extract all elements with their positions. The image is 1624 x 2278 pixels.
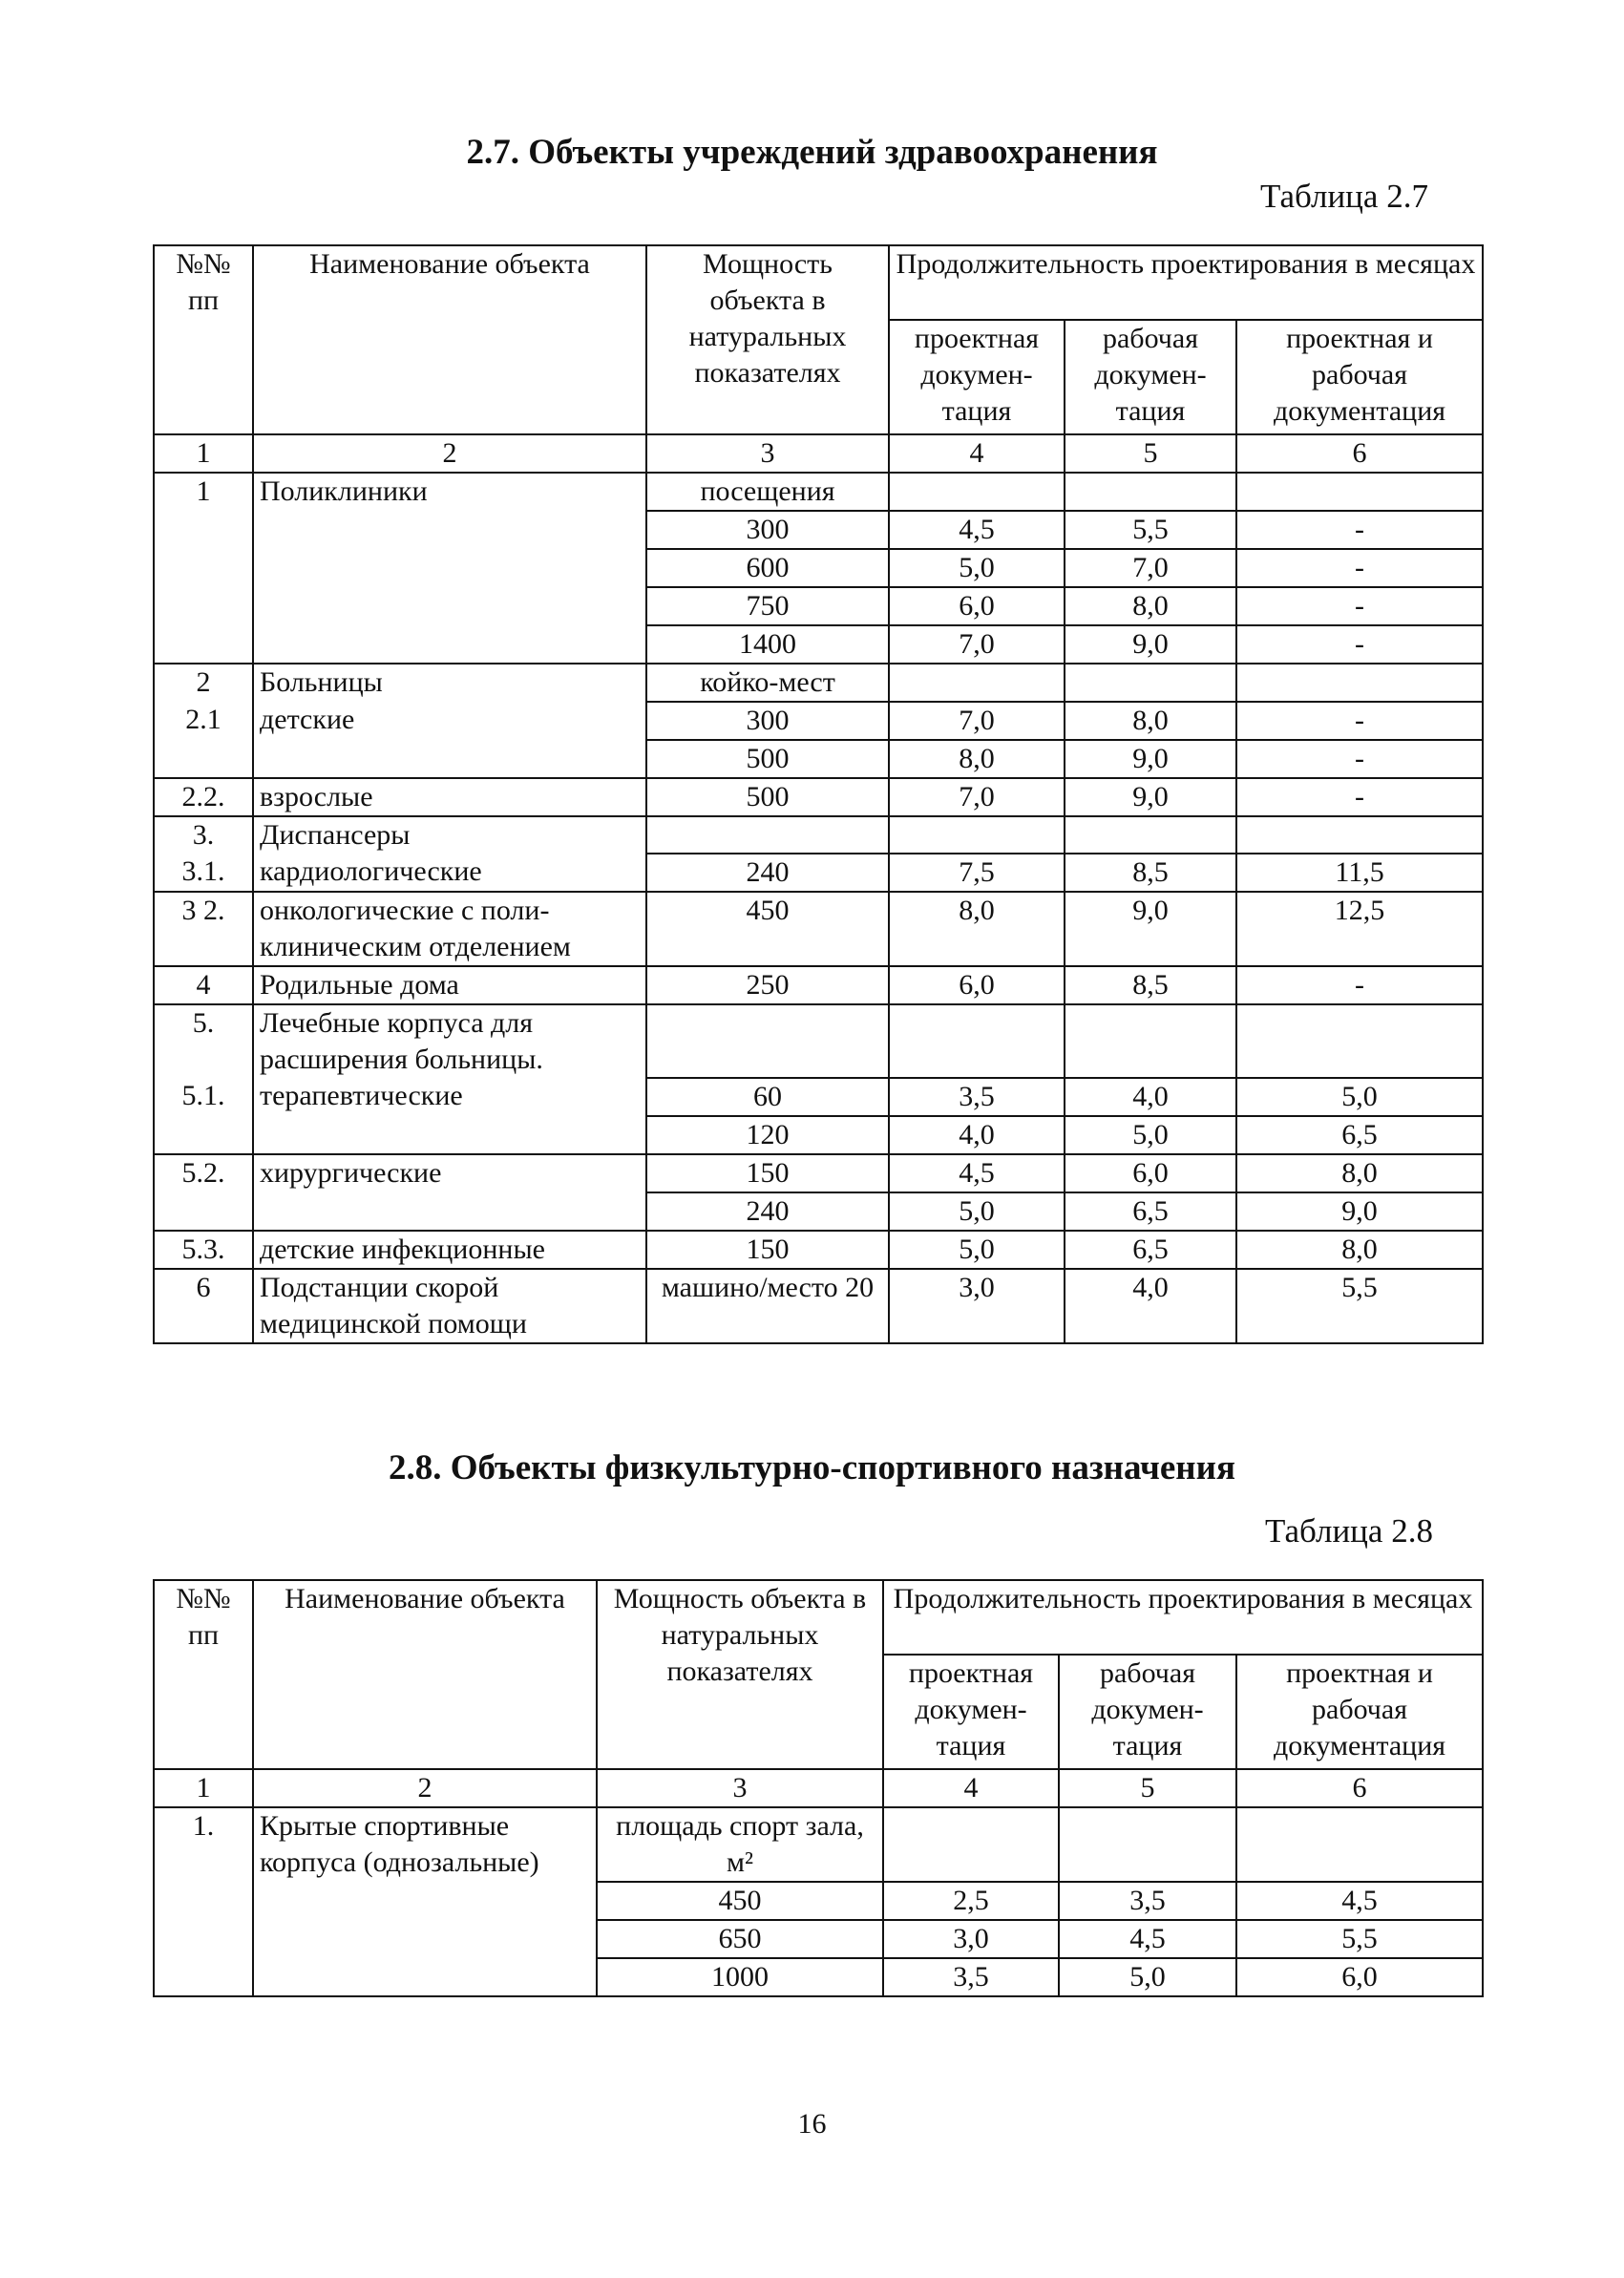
- row-working-docs: 4,5: [1059, 1920, 1236, 1958]
- row-combined-docs: [1236, 1004, 1483, 1078]
- row-capacity: 300: [646, 511, 889, 549]
- row-working-docs: 8,5: [1065, 966, 1236, 1004]
- row-working-docs: 7,0: [1065, 549, 1236, 587]
- row-combined-docs: 5,5: [1236, 1920, 1483, 1958]
- row-working-docs: [1065, 473, 1236, 511]
- page-number: 16: [797, 2108, 827, 2140]
- row-working-docs: 5,0: [1065, 1116, 1236, 1154]
- header-num: №№ пп: [154, 1580, 253, 1769]
- row-working-docs: 8,0: [1065, 702, 1236, 740]
- row-number: [154, 1116, 253, 1154]
- table-row: [154, 892, 1483, 966]
- table-caption: Таблица 2.8: [1265, 1512, 1433, 1550]
- row-capacity: машино/место 20: [646, 1269, 889, 1343]
- row-combined-docs: 6,5: [1236, 1116, 1483, 1154]
- header-capacity: Мощность объекта в натуральных показателях: [597, 1580, 883, 1769]
- table-row: [154, 854, 1483, 892]
- header-col4: проектная докумен-тация: [889, 320, 1065, 434]
- header-col4: проектная докумен-тация: [883, 1655, 1059, 1769]
- colnum: 3: [646, 434, 889, 473]
- row-working-docs: 9,0: [1065, 625, 1236, 664]
- table-row: [154, 1154, 1483, 1192]
- row-name: [253, 511, 646, 549]
- row-name: [253, 1882, 597, 1920]
- table-row: [154, 1269, 1483, 1343]
- colnum: 1: [154, 1769, 253, 1807]
- row-name: кардиологические: [253, 854, 646, 892]
- row-capacity: 1400: [646, 625, 889, 664]
- row-combined-docs: -: [1236, 587, 1483, 625]
- table-2-8: [153, 1579, 1484, 1997]
- table-row: [154, 816, 1483, 854]
- row-combined-docs: 8,0: [1236, 1231, 1483, 1269]
- row-combined-docs: [1236, 1807, 1483, 1882]
- row-name: Родильные дома: [253, 966, 646, 1004]
- table-row: [154, 1958, 1483, 1996]
- row-combined-docs: -: [1236, 511, 1483, 549]
- row-design-docs: 3,0: [889, 1269, 1065, 1343]
- row-design-docs: 5,0: [889, 1231, 1065, 1269]
- header-duration: Продолжительность проектирования в месяцах: [883, 1580, 1483, 1655]
- row-combined-docs: -: [1236, 740, 1483, 778]
- row-name: [253, 740, 646, 778]
- row-design-docs: 4,5: [889, 1154, 1065, 1192]
- table-row: [154, 473, 1483, 511]
- row-number: 5.3.: [154, 1231, 253, 1269]
- table-row: [154, 966, 1483, 1004]
- column-numbers-row: [154, 1769, 1483, 1807]
- row-name: терапевтические: [253, 1078, 646, 1116]
- row-capacity: 150: [646, 1231, 889, 1269]
- header-capacity: Мощность объекта в натуральных показателях: [646, 245, 889, 434]
- row-name: [253, 549, 646, 587]
- row-capacity: 300: [646, 702, 889, 740]
- row-working-docs: 4,0: [1065, 1269, 1236, 1343]
- table-row: [154, 1231, 1483, 1269]
- row-capacity: 500: [646, 778, 889, 816]
- row-design-docs: 7,0: [889, 625, 1065, 664]
- colnum: 5: [1065, 434, 1236, 473]
- row-number: 6: [154, 1269, 253, 1343]
- row-number: 5.2.: [154, 1154, 253, 1192]
- row-name: Подстанции скорой медицинской помощи: [253, 1269, 646, 1343]
- row-capacity: 1000: [597, 1958, 883, 1996]
- row-design-docs: [889, 664, 1065, 702]
- row-design-docs: 4,5: [889, 511, 1065, 549]
- row-design-docs: 3,5: [883, 1958, 1059, 1996]
- row-number: [154, 740, 253, 778]
- row-design-docs: 7,0: [889, 702, 1065, 740]
- header-name: Наименование объекта: [253, 245, 646, 434]
- row-combined-docs: 6,0: [1236, 1958, 1483, 1996]
- row-number: 2: [154, 664, 253, 702]
- row-working-docs: [1065, 816, 1236, 854]
- row-design-docs: 6,0: [889, 966, 1065, 1004]
- row-combined-docs: 5,5: [1236, 1269, 1483, 1343]
- row-working-docs: [1065, 664, 1236, 702]
- row-number: [154, 1958, 253, 1996]
- colnum: 2: [253, 1769, 597, 1807]
- row-capacity: 240: [646, 854, 889, 892]
- row-number: [154, 511, 253, 549]
- row-design-docs: 4,0: [889, 1116, 1065, 1154]
- row-working-docs: 6,0: [1065, 1154, 1236, 1192]
- row-number: 3.1.: [154, 854, 253, 892]
- row-capacity: 650: [597, 1920, 883, 1958]
- row-number: 2.2.: [154, 778, 253, 816]
- row-combined-docs: 4,5: [1236, 1882, 1483, 1920]
- row-name: хирургические: [253, 1154, 646, 1192]
- row-number: [154, 625, 253, 664]
- table-row: [154, 1807, 1483, 1882]
- row-number: 4: [154, 966, 253, 1004]
- row-design-docs: [883, 1807, 1059, 1882]
- row-capacity: 240: [646, 1192, 889, 1231]
- table-row: [154, 1192, 1483, 1231]
- row-working-docs: 5,5: [1065, 511, 1236, 549]
- row-capacity: 750: [646, 587, 889, 625]
- table-row: [154, 664, 1483, 702]
- row-name: [253, 1116, 646, 1154]
- colnum: 2: [253, 434, 646, 473]
- row-number: 5.: [154, 1004, 253, 1078]
- row-combined-docs: -: [1236, 625, 1483, 664]
- row-name: [253, 625, 646, 664]
- colnum: 5: [1059, 1769, 1236, 1807]
- table-row: [154, 1920, 1483, 1958]
- colnum: 1: [154, 434, 253, 473]
- row-design-docs: 5,0: [889, 549, 1065, 587]
- table-row: [154, 702, 1483, 740]
- header-name: Наименование объекта: [253, 1580, 597, 1769]
- row-combined-docs: -: [1236, 549, 1483, 587]
- table-2-7: [153, 244, 1484, 1344]
- row-combined-docs: 9,0: [1236, 1192, 1483, 1231]
- row-combined-docs: 11,5: [1236, 854, 1483, 892]
- table-row: [154, 1078, 1483, 1116]
- row-design-docs: [889, 1004, 1065, 1078]
- table-row: [154, 778, 1483, 816]
- row-number: 1.: [154, 1807, 253, 1882]
- row-design-docs: [889, 816, 1065, 854]
- row-number: 3.: [154, 816, 253, 854]
- row-name: [253, 1192, 646, 1231]
- table-body: [154, 1807, 1483, 1996]
- colnum: 6: [1236, 1769, 1483, 1807]
- table-caption: Таблица 2.7: [1260, 178, 1428, 215]
- row-working-docs: 5,0: [1059, 1958, 1236, 1996]
- header-num: №№ пп: [154, 245, 253, 434]
- row-working-docs: 9,0: [1065, 740, 1236, 778]
- header-col6: проектная и рабочая документация: [1236, 320, 1483, 434]
- row-combined-docs: [1236, 816, 1483, 854]
- row-design-docs: 7,0: [889, 778, 1065, 816]
- row-working-docs: [1059, 1807, 1236, 1882]
- row-working-docs: 8,5: [1065, 854, 1236, 892]
- table-row: [154, 587, 1483, 625]
- row-name: Диспансеры: [253, 816, 646, 854]
- row-capacity: койко-мест: [646, 664, 889, 702]
- row-number: [154, 549, 253, 587]
- row-combined-docs: 8,0: [1236, 1154, 1483, 1192]
- row-capacity: 60: [646, 1078, 889, 1116]
- row-number: [154, 1920, 253, 1958]
- table-body: [154, 473, 1483, 1343]
- row-working-docs: 9,0: [1065, 778, 1236, 816]
- row-name: [253, 1958, 597, 1996]
- row-number: 1: [154, 473, 253, 511]
- row-capacity: 450: [597, 1882, 883, 1920]
- row-design-docs: 3,0: [883, 1920, 1059, 1958]
- table-row: [154, 549, 1483, 587]
- row-design-docs: 8,0: [889, 892, 1065, 966]
- row-name: Лечебные корпуса для расширения больницы.: [253, 1004, 646, 1078]
- row-combined-docs: 12,5: [1236, 892, 1483, 966]
- table-row: [154, 1004, 1483, 1078]
- row-capacity: [646, 1004, 889, 1078]
- row-number: 5.1.: [154, 1078, 253, 1116]
- row-capacity: площадь спорт зала, м²: [597, 1807, 883, 1882]
- row-name: Больницы: [253, 664, 646, 702]
- header-duration: Продолжительность проектирования в месяцах: [889, 245, 1483, 320]
- header-col5: рабочая докумен-тация: [1065, 320, 1236, 434]
- row-number: [154, 587, 253, 625]
- row-number: 3 2.: [154, 892, 253, 966]
- row-combined-docs: [1236, 664, 1483, 702]
- row-combined-docs: -: [1236, 702, 1483, 740]
- table-row: [154, 1116, 1483, 1154]
- row-name: Крытые спортивные корпуса (однозальные): [253, 1807, 597, 1882]
- row-design-docs: 7,5: [889, 854, 1065, 892]
- row-name: взрослые: [253, 778, 646, 816]
- row-capacity: 120: [646, 1116, 889, 1154]
- row-name: детские: [253, 702, 646, 740]
- row-design-docs: 3,5: [889, 1078, 1065, 1116]
- row-capacity: 600: [646, 549, 889, 587]
- row-working-docs: 3,5: [1059, 1882, 1236, 1920]
- row-capacity: 500: [646, 740, 889, 778]
- header-col5: рабочая докумен-тация: [1059, 1655, 1236, 1769]
- row-combined-docs: -: [1236, 778, 1483, 816]
- colnum: 3: [597, 1769, 883, 1807]
- section-title: 2.7. Объекты учреждений здравоохранения: [466, 133, 1158, 172]
- row-design-docs: 8,0: [889, 740, 1065, 778]
- row-name: [253, 587, 646, 625]
- row-design-docs: 5,0: [889, 1192, 1065, 1231]
- row-name: Поликлиники: [253, 473, 646, 511]
- row-number: [154, 1882, 253, 1920]
- row-name: онкологические с поли-клиническим отделением: [253, 892, 646, 966]
- row-design-docs: 2,5: [883, 1882, 1059, 1920]
- row-number: [154, 1192, 253, 1231]
- row-design-docs: 6,0: [889, 587, 1065, 625]
- row-working-docs: 9,0: [1065, 892, 1236, 966]
- table-row: [154, 511, 1483, 549]
- section-title: 2.8. Объекты физкультурно-спортивного назначения: [389, 1448, 1235, 1487]
- row-working-docs: [1065, 1004, 1236, 1078]
- row-design-docs: [889, 473, 1065, 511]
- table-row: [154, 740, 1483, 778]
- row-working-docs: 6,5: [1065, 1192, 1236, 1231]
- row-capacity: 150: [646, 1154, 889, 1192]
- row-capacity: [646, 816, 889, 854]
- row-capacity: 250: [646, 966, 889, 1004]
- column-numbers-row: [154, 434, 1483, 473]
- header-col6: проектная и рабочая документация: [1236, 1655, 1483, 1769]
- colnum: 4: [889, 434, 1065, 473]
- row-name: детские инфекционные: [253, 1231, 646, 1269]
- row-name: [253, 1920, 597, 1958]
- row-working-docs: 6,5: [1065, 1231, 1236, 1269]
- row-combined-docs: [1236, 473, 1483, 511]
- row-combined-docs: 5,0: [1236, 1078, 1483, 1116]
- colnum: 4: [883, 1769, 1059, 1807]
- row-capacity: посещения: [646, 473, 889, 511]
- row-number: 2.1: [154, 702, 253, 740]
- table-row: [154, 1882, 1483, 1920]
- row-combined-docs: -: [1236, 966, 1483, 1004]
- colnum: 6: [1236, 434, 1483, 473]
- row-capacity: 450: [646, 892, 889, 966]
- row-working-docs: 8,0: [1065, 587, 1236, 625]
- table-row: [154, 625, 1483, 664]
- row-working-docs: 4,0: [1065, 1078, 1236, 1116]
